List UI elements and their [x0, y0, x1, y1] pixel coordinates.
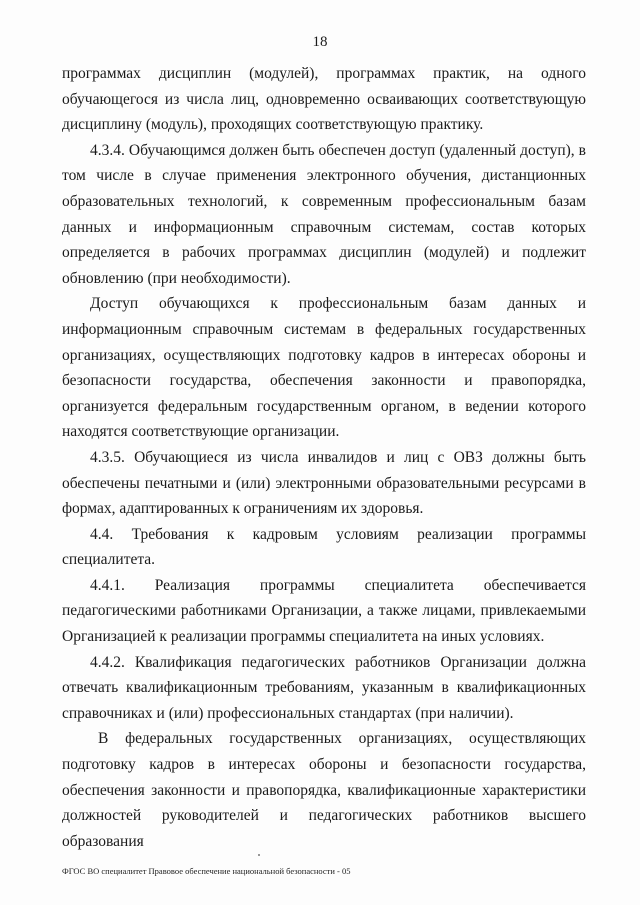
page-footer: ФГОС ВО специалитет Правовое обеспечение национальной безопасности - 05	[62, 866, 351, 876]
paragraph-4-3-4: 4.3.4. Обучающимся должен быть обеспечен доступ (удаленный доступ), в том числе в случае применения электронного обучения, дистанционных образовательных технологий, к современным профессиональным базам данных и информационным справочным системам, состав которых определяется в рабочих программах дисциплин (модулей) и подлежит обновлению (при необходимости).	[62, 141, 586, 287]
paragraph-4-4-2: 4.4.2. Квалификация педагогических работников Организации должна отвечать квалификационным требованиям, указанным в квалификационных справочниках и (или) профессиональных стандартах (при наличии).	[62, 653, 586, 722]
paragraph-federal-orgs: В федеральных государственных организациях, осуществляющих подготовку кадров в интересах обороны и безопасности государства, обеспечения законности и правопорядка, квалификационные характеристики должностей руководителей и педагогических работников высшего образования	[62, 730, 586, 850]
document-body	[62, 61, 586, 854]
paragraph-4-4-heading: 4.4. Требования к кадровым условиям реализации программы специалитета.	[62, 525, 586, 569]
paragraph-4-3-5: 4.3.5. Обучающиеся из числа инвалидов и лиц с ОВЗ должны быть обеспечены печатными и (или) электронными образовательными ресурсами в формах, адаптированных к ограничениям их здоровья.	[62, 448, 586, 518]
paragraph-access: Доступ обучающихся к профессиональным базам данных и информационным справочным системам в федеральных государственных организациях, осуществляющих подготовку кадров в интересах обороны и безопасности государства, обеспечения законности и правопорядка, организуется федеральным государственным органом, в ведении которого находятся соответствующие организации.	[62, 295, 586, 441]
paragraph-continuation: программах дисциплин (модулей), программах практик, на одного обучающегося из числа лиц, одновременно осваивающих соответствующую дисциплину (модуль), проходящих соответствующую практику.	[62, 65, 586, 134]
scan-speck	[258, 854, 260, 856]
page-number: 18	[312, 34, 328, 50]
paragraph-4-4-1: 4.4.1. Реализация программы специалитета обеспечивается педагогическими работниками Организации, а также лицами, привлекаемыми Организацией к реализации программы специалитета на иных условиях.	[62, 576, 586, 646]
